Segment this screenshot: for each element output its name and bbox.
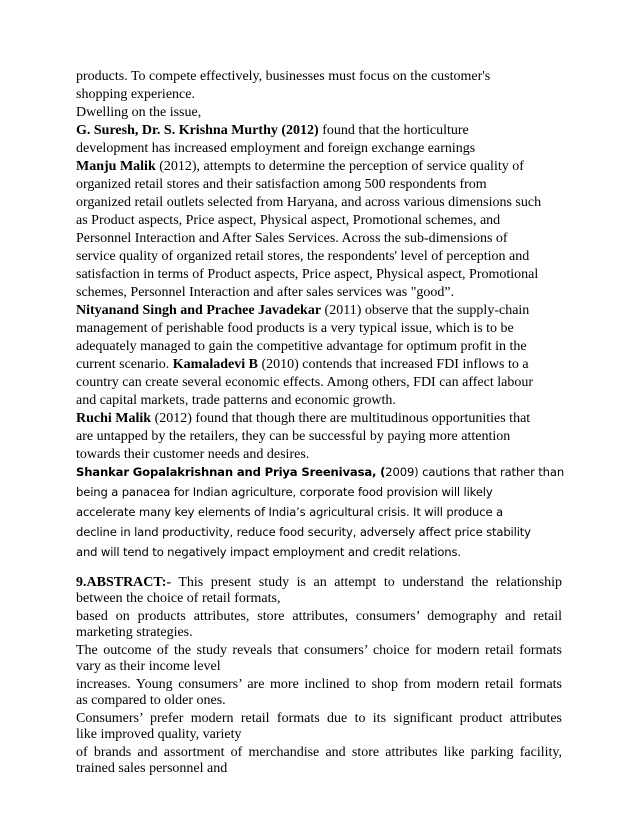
text-line: are untapped by the retailers, they can be successful by paying more attention <box>76 429 511 444</box>
text-line: like improved quality, variety <box>76 727 242 742</box>
text-line: shopping experience. <box>76 87 195 102</box>
text-line: decline in land productivity, reduce food security, adversely affect price stability <box>76 525 531 539</box>
text-span: (2010) contends that increased FDI inflows to a <box>257 357 529 372</box>
text-span: found that the horticulture <box>318 123 469 138</box>
text-line <box>76 410 530 427</box>
text-line: Consumers’ prefer modern retail formats due to its significant product attributes <box>76 711 562 726</box>
text-line <box>76 122 469 139</box>
author-citation: Manju Malik <box>76 159 156 174</box>
text-line: adequately managed to gain the competitive advantage for optimum profit in the <box>76 339 527 354</box>
text-line: as Product aspects, Price aspect, Physical aspect, Promotional schemes, and <box>76 213 501 228</box>
author-citation: Ruchi Malik <box>76 411 152 426</box>
text-line: vary as their income level <box>76 659 221 674</box>
author-citation: Kamaladevi B <box>172 357 258 372</box>
text-line: Personnel Interaction and After Sales Services. Across the sub-dimensions of <box>76 231 508 246</box>
text-line: products. To compete effectively, businesses must focus on the customer's <box>76 69 491 84</box>
author-citation: Nityanand Singh and Prachee Javadekar <box>76 303 322 318</box>
text-line <box>76 158 524 175</box>
text-span: (2012) found that though there are multitudinous opportunities that <box>151 411 531 426</box>
text-line: organized retail outlets selected from Haryana, and across various dimensions such <box>76 195 542 210</box>
text-line: The outcome of the study reveals that consumers’ choice for modern retail formats <box>76 643 562 658</box>
text-line: increases. Young consumers’ are more inclined to shop from modern retail formats <box>76 677 562 692</box>
text-line: of brands and assortment of merchandise and store attributes like parking facility, <box>76 745 562 760</box>
author-citation: G. Suresh, Dr. S. Krishna Murthy (2012) <box>76 123 319 138</box>
text-line: towards their customer needs and desires. <box>76 447 310 462</box>
text-line: country can create several economic effects. Among others, FDI can affect labour <box>76 375 534 390</box>
text-line: Dwelling on the issue, <box>76 105 202 120</box>
abstract-first-line <box>76 574 562 591</box>
text-line: organized retail stores and their satisfaction among 500 respondents from <box>76 177 487 192</box>
text-line <box>76 356 529 373</box>
text-line: and will tend to negatively impact employment and credit relations. <box>76 545 461 559</box>
text-line: and capital markets, trade patterns and economic growth. <box>76 393 396 408</box>
text-line: schemes, Personnel Interaction and after sales services was "good”. <box>76 285 455 300</box>
text-span: This present study is an attempt to understand the relationship <box>171 575 562 590</box>
text-line: trained sales personnel and <box>76 761 228 776</box>
text-span: 2009) cautions that rather than <box>385 465 565 479</box>
text-line: service quality of organized retail stores, the respondents' level of perception and <box>76 249 530 264</box>
text-line: based on products attributes, store attributes, consumers’ demography and retail <box>76 609 562 624</box>
text-span: (2012), attempts to determine the perception of service quality of <box>155 159 524 174</box>
text-span: (2011) observe that the supply-chain <box>321 303 530 318</box>
text-span: current scenario. <box>76 357 173 372</box>
text-line: marketing strategies. <box>76 625 193 640</box>
text-line: development has increased employment and foreign exchange earnings <box>76 141 476 156</box>
section-heading: 9.ABSTRACT:- <box>76 575 172 590</box>
text-line: satisfaction in terms of Product aspects, Price aspect, Physical aspect, Promotional <box>76 267 539 282</box>
text-line: being a panacea for Indian agriculture, corporate food provision will likely <box>76 485 493 499</box>
text-line <box>76 464 564 481</box>
text-line: accelerate many key elements of India’s agricultural crisis. It will produce a <box>76 505 503 519</box>
text-line: as compared to older ones. <box>76 693 226 708</box>
text-line: management of perishable food products is a very typical issue, which is to be <box>76 321 514 336</box>
text-line <box>76 302 529 319</box>
text-line: between the choice of retail formats, <box>76 591 281 606</box>
author-citation: Shankar Gopalakrishnan and Priya Sreenivasa, ( <box>76 465 386 479</box>
